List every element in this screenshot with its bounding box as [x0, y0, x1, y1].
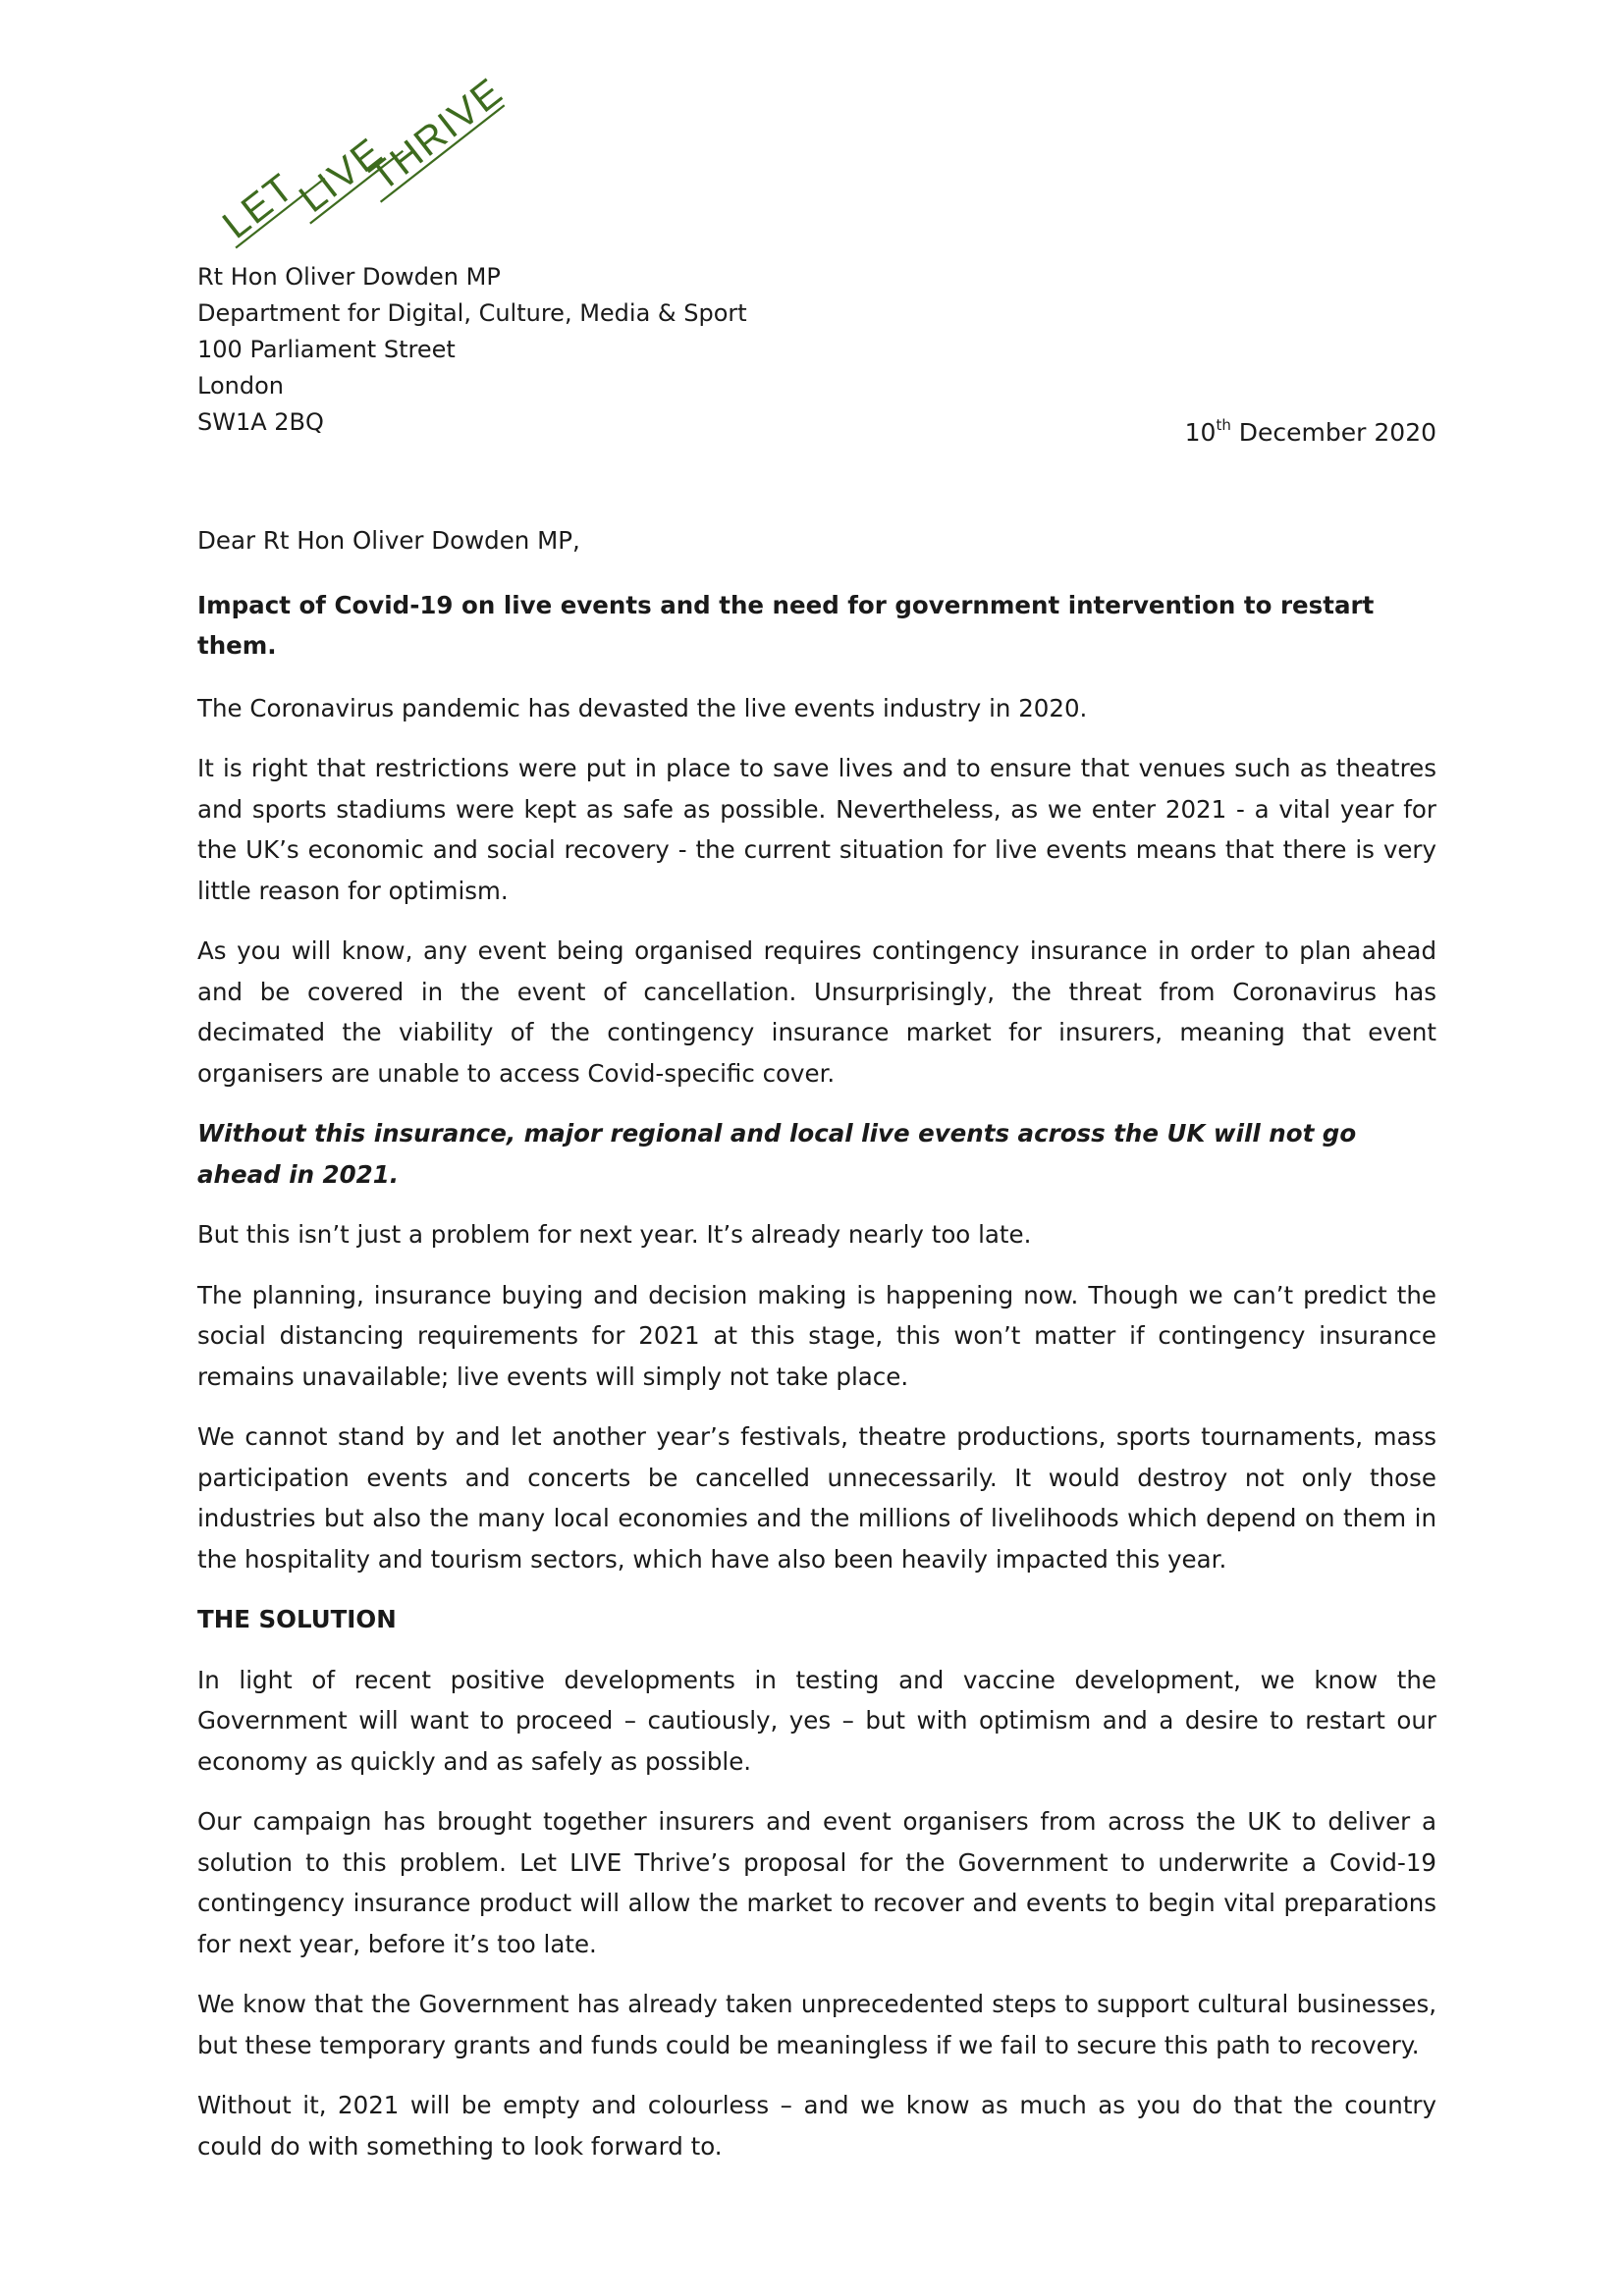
salutation: Dear Rt Hon Oliver Dowden MP, [197, 526, 580, 555]
subject-line: Impact of Covid-19 on live events and the need for government intervention to restart them. [197, 590, 1375, 660]
paragraph-5: But this isn’t just a problem for next year. It’s already nearly too late. [197, 1220, 1032, 1249]
letter-date [1185, 418, 1436, 447]
paragraph-1: The Coronavirus pandemic has devasted the live events industry in 2020. [197, 693, 1088, 722]
logo-word-live: LIVE [291, 130, 392, 222]
logo-graphic [191, 54, 512, 247]
date-suffix: th [1216, 416, 1231, 434]
emphasis-statement: Without this insurance, major regional and local live events across the UK will not go ahead in 2021. [197, 1119, 1357, 1189]
paragraph-2: It is right that restrictions were put in place to save lives and to ensure that venues such as theatres and sports stadiums were kept as safe as possible. Nevertheless, as we enter 2021 - a vital year for the UK’s economic and social recovery - the current situation for live events means that there is very little reason for optimism. [197, 754, 1436, 905]
address-line: London [197, 372, 284, 400]
address-line: 100 Parliament Street [197, 336, 456, 363]
date-day: 10 [1184, 418, 1217, 447]
paragraph-10: We know that the Government has already taken unprecedented steps to support cultural businesses, but these temporary grants and funds could be meaningless if we fail to secure this path to recovery. [197, 1990, 1436, 2059]
paragraph-8: In light of recent positive developments in testing and vaccine development, we know the Government will want to proceed – cautiously, yes – but with optimism and a desire to restart our economy as quickly and as safely as possible. [197, 1665, 1436, 1776]
date-rest: December 2020 [1230, 418, 1436, 447]
address-line: Department for Digital, Culture, Media & Sport [197, 299, 747, 327]
address-line: SW1A 2BQ [197, 408, 324, 436]
let-live-thrive-logo [191, 54, 512, 247]
paragraph-3: As you will know, any event being organised requires contingency insurance in order to plan ahead and be covered in the event of cancellation. Unsurprisingly, the threat from Coronavirus has decimated the viability of the contingency insurance market for insurers, meaning that event organisers are unable to access Covid-specific cover. [197, 936, 1436, 1088]
paragraph-6: The planning, insurance buying and decision making is happening now. Though we can’t predict the social distancing requirements for 2021 at this stage, this won’t matter if contingency insurance remains unavailable; live events will simply not take place. [197, 1280, 1436, 1391]
letter-body [197, 520, 1436, 2186]
paragraph-7: We cannot stand by and let another year’s festivals, theatre productions, sports tournaments, mass participation events and concerts be cancelled unnecessarily. It would destroy not only those industries but also the many local economies and the millions of livelihoods which depend on them in the hospitality and tourism sectors, which have also been heavily impacted this year. [197, 1422, 1436, 1574]
logo-word-let: LET [214, 165, 303, 247]
address-line: Rt Hon Oliver Dowden MP [197, 263, 501, 291]
paragraph-9: Our campaign has brought together insurers and event organisers from across the UK to deliver a solution to this problem. Let LIVE Thrive’s proposal for the Government to underwrite a Covid-19 contingency insurance product will allow the market to recover and events to begin vital preparations for next year, before it’s too late. [197, 1807, 1436, 1958]
logo-word-thrive: THRIVE [361, 69, 512, 200]
paragraph-11: Without it, 2021 will be empty and colourless – and we know as much as you do that the country could do with something to look forward to. [197, 2091, 1436, 2161]
section-heading: THE SOLUTION [197, 1605, 397, 1633]
recipient-address [197, 259, 747, 441]
